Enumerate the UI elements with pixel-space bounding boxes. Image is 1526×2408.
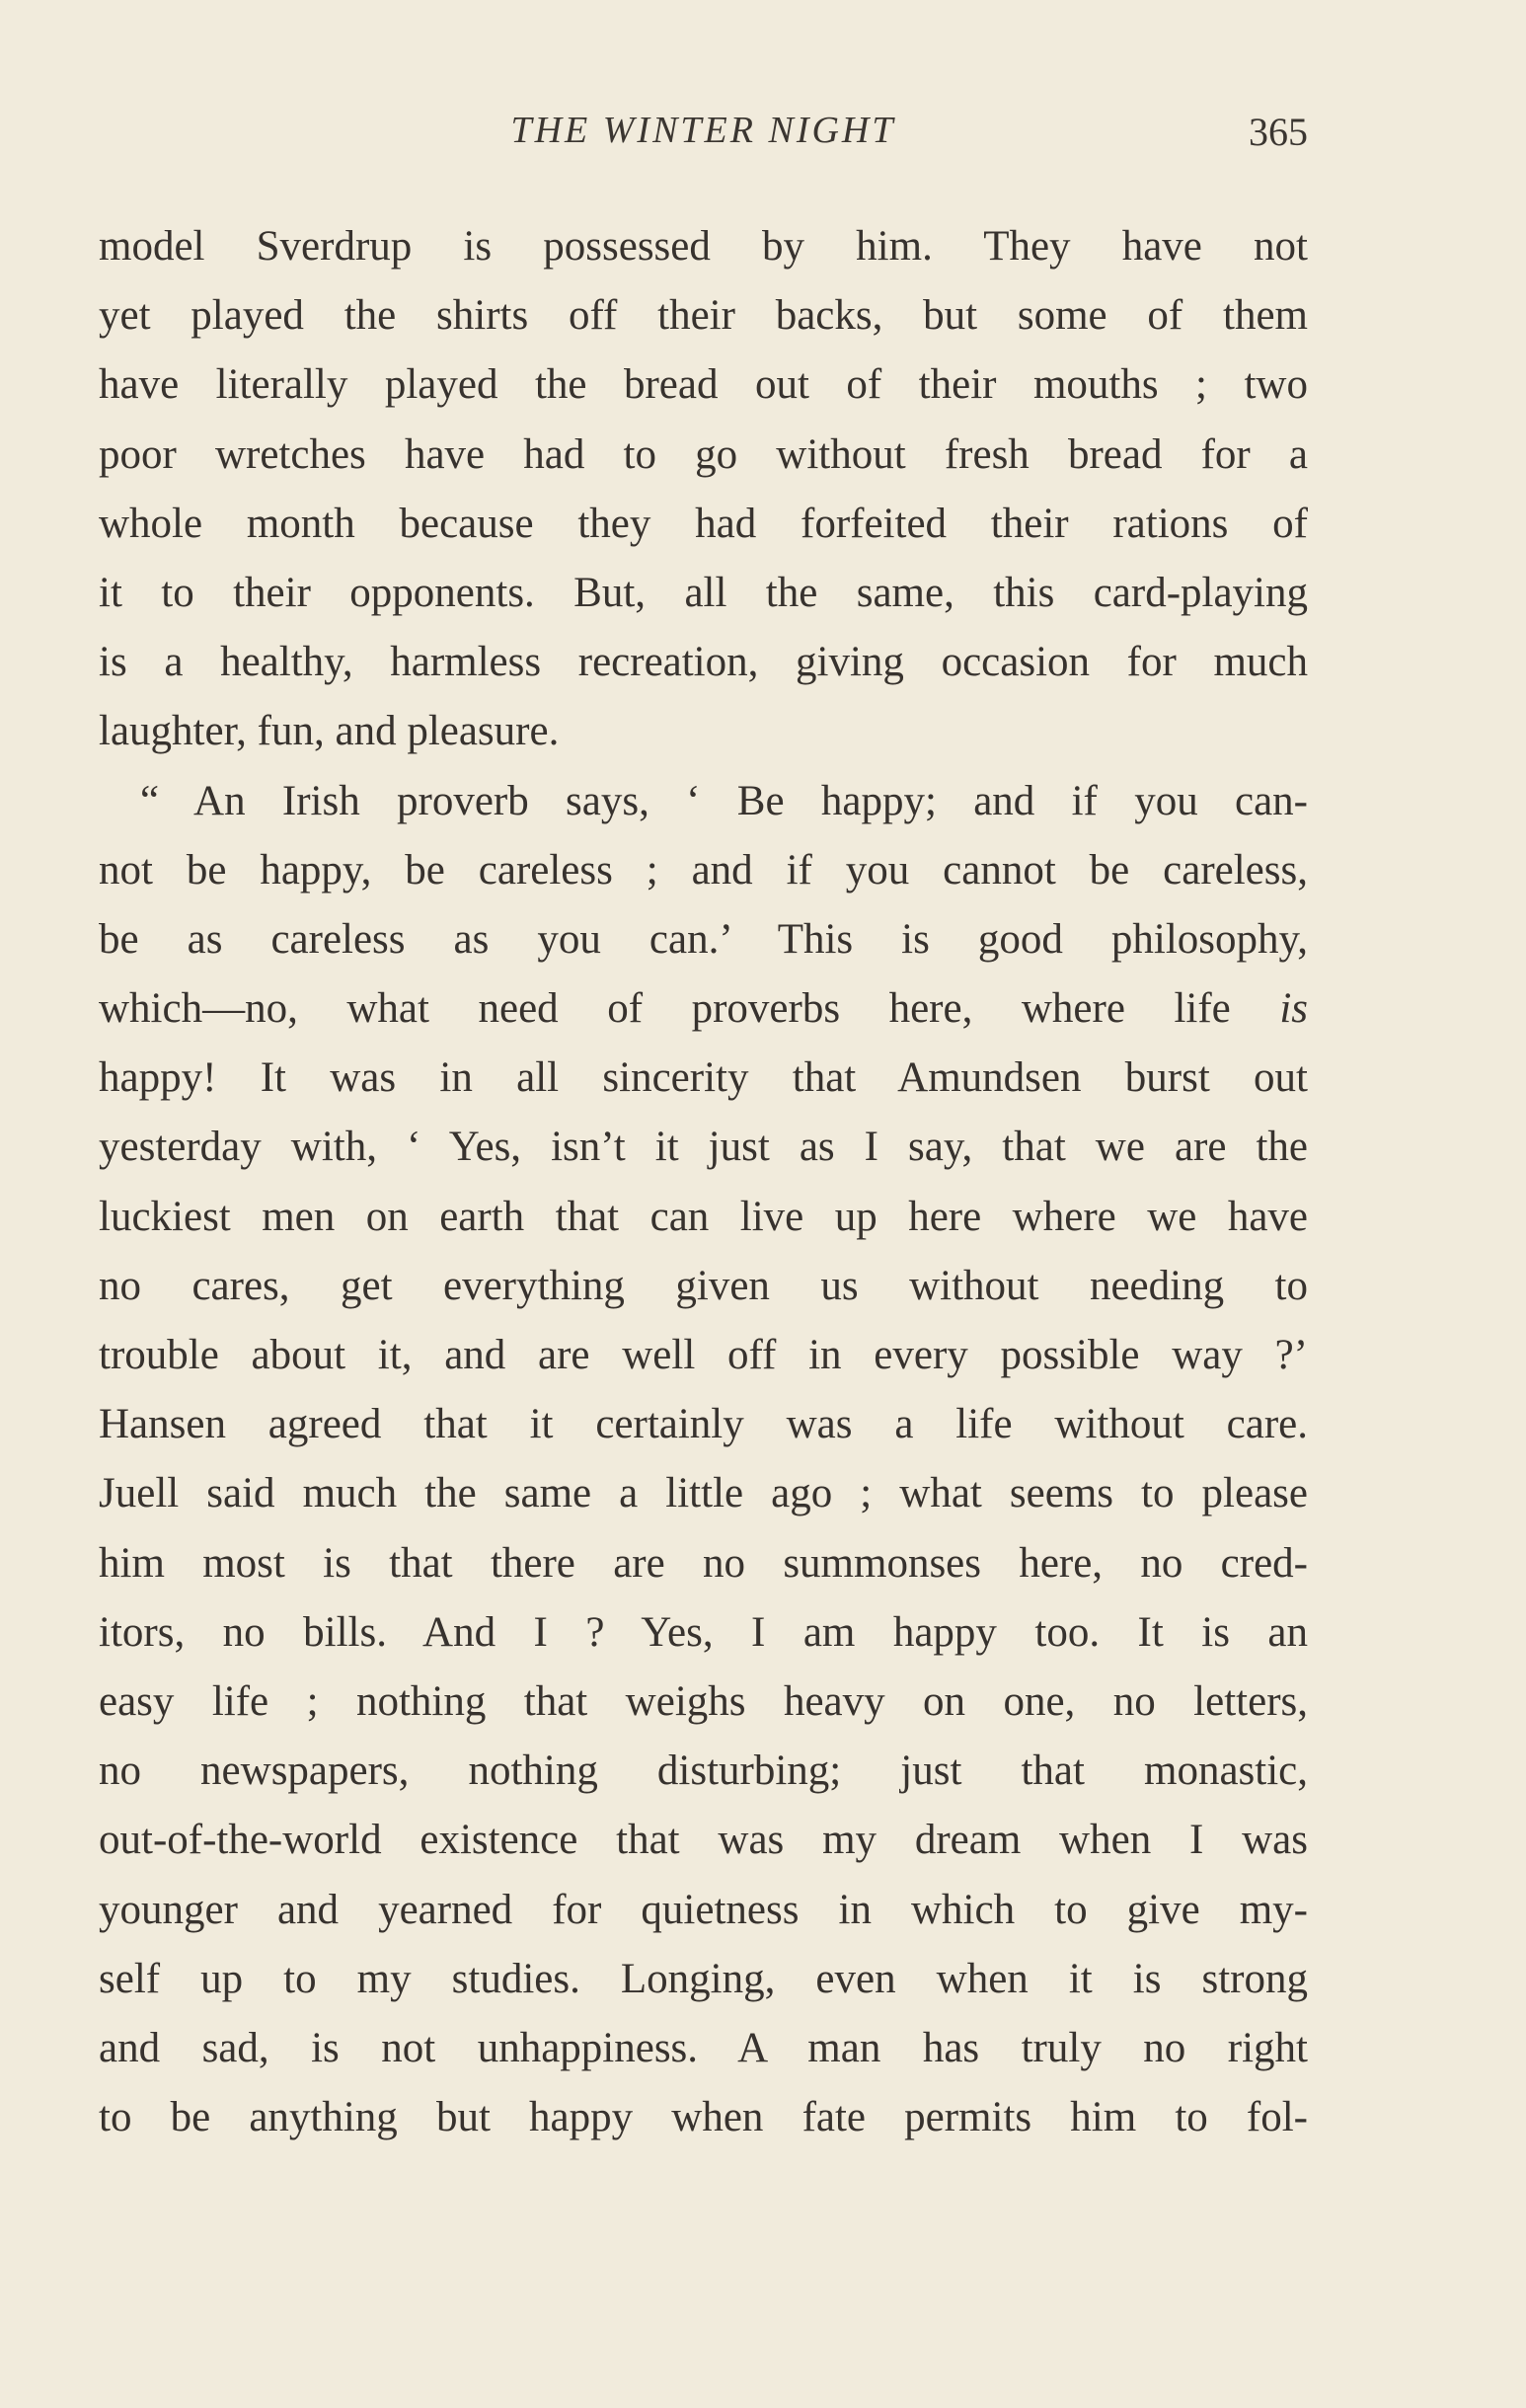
text-line: model Sverdrup is possessed by him. They have not <box>99 223 1308 270</box>
text-line: no newspapers, nothing disturbing; just that monastic, <box>99 1748 1308 1795</box>
page-number: 365 <box>1249 110 1308 154</box>
running-title: THE WINTER NIGHT <box>510 110 896 151</box>
text-line: younger and yearned for quietness in which to give my- <box>99 1886 1308 1933</box>
text-line: happy! It was in all sincerity that Amundsen burst out <box>99 1054 1308 1102</box>
text-line: self up to my studies. Longing, even when it is strong <box>99 1955 1308 2002</box>
text-line: yet played the shirts off their backs, but some of them <box>99 292 1308 340</box>
text-line: is a healthy, harmless recreation, giving occasion for much <box>99 639 1308 686</box>
running-head <box>99 109 1308 168</box>
text-line: not be happy, be careless ; and if you cannot be careless, <box>99 846 1308 893</box>
text-line: it to their opponents. But, all the same, this card-playing <box>99 569 1308 616</box>
text-line: Hansen agreed that it certainly was a life without care. <box>99 1401 1308 1448</box>
text-line: to be anything but happy when fate permits him to fol- <box>99 2094 1308 2141</box>
body-text <box>99 212 1308 2152</box>
text-line: itors, no bills. And I ? Yes, I am happy too. It is an <box>99 1608 1308 1656</box>
text-line: which—no, what need of proverbs here, where life is <box>99 985 1308 1033</box>
text-line: and sad, is not unhappiness. A man has truly no right <box>99 2024 1308 2071</box>
text-line: Juell said much the same a little ago ; what seems to please <box>99 1470 1308 1517</box>
text-line: trouble about it, and are well off in every possible way ?’ <box>99 1332 1308 1378</box>
text-line: him most is that there are no summonses here, no cred- <box>99 1539 1308 1587</box>
text-line: easy life ; nothing that weighs heavy on one, no letters, <box>99 1677 1308 1725</box>
text-line: poor wretches have had to go without fresh bread for a <box>99 430 1308 478</box>
text-line: no cares, get everything given us without needing to <box>99 1262 1308 1309</box>
text-line: out-of-the-world existence that was my dream when I was <box>99 1817 1308 1864</box>
text-line: “ An Irish proverb says, ‘ Be happy; and if you can- <box>140 777 1308 824</box>
text-line: laughter, fun, and pleasure. <box>99 708 560 755</box>
text-line: have literally played the bread out of their mouths ; two <box>99 361 1308 409</box>
text-line: luckiest men on earth that can live up here where we have <box>99 1193 1308 1240</box>
text-line: whole month because they had forfeited their rations of <box>99 500 1308 547</box>
text-line: be as careless as you can.’ This is good philosophy, <box>99 915 1308 963</box>
emphasis: is <box>1279 985 1308 1033</box>
text-line: yesterday with, ‘ Yes, isn’t it just as I say, that we are the <box>99 1124 1308 1171</box>
